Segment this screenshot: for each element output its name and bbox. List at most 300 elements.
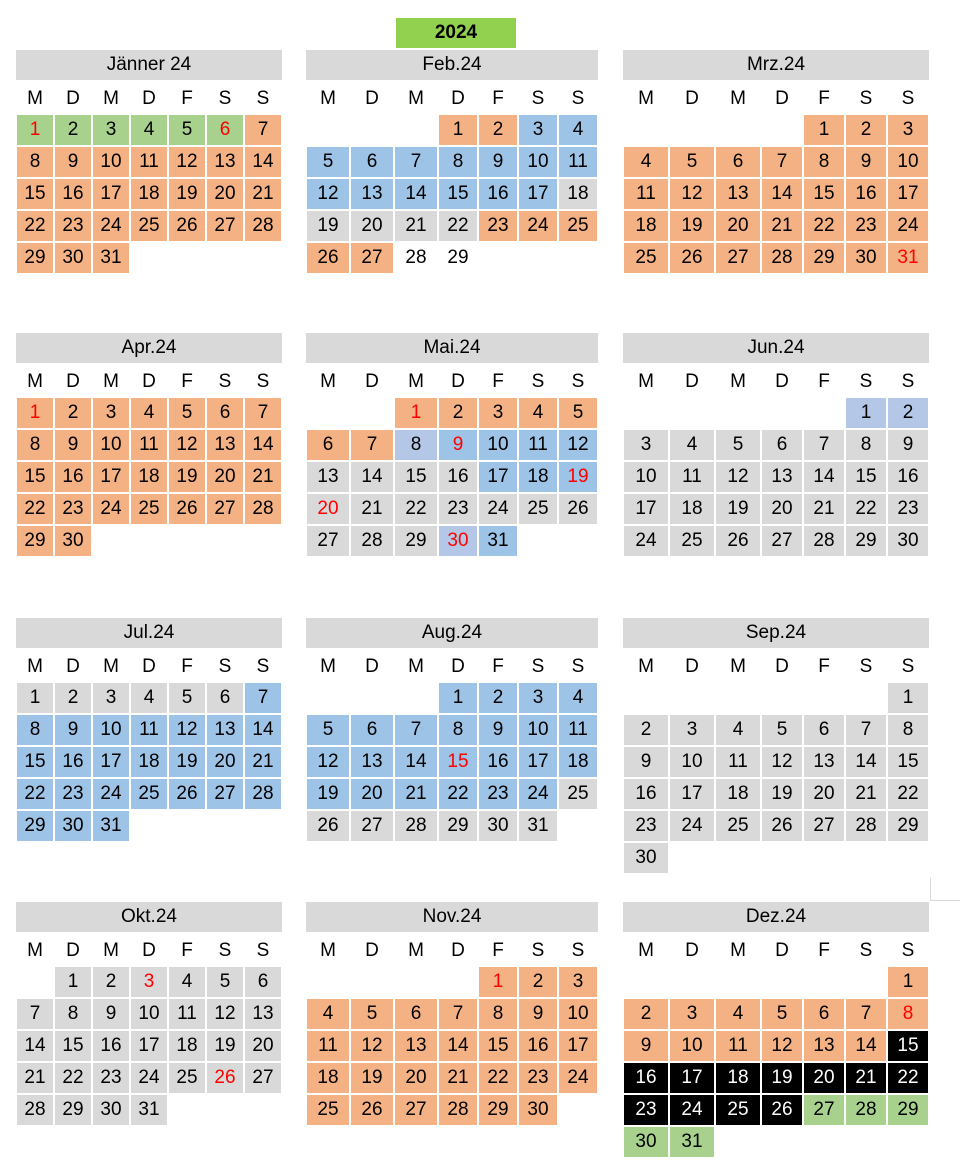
day-cell: 7 (845, 714, 887, 746)
weekday-header: D (775, 656, 789, 677)
day-cell: 9 (623, 746, 669, 778)
day-cell: 20 (350, 778, 394, 810)
weekday-header: F (181, 371, 193, 392)
day-cell: 29 (438, 810, 478, 842)
day-cell: 9 (845, 146, 887, 178)
weekday-header: S (901, 656, 915, 677)
day-cell: 28 (244, 778, 282, 810)
weekday-header: S (571, 371, 585, 392)
day-cell: 23 (54, 778, 92, 810)
day-cell: 25 (130, 493, 168, 525)
month-title: Mai.24 (306, 333, 598, 363)
day-cell: 19 (761, 1062, 803, 1094)
weekday-header: F (492, 656, 504, 677)
day-cell: 18 (669, 493, 715, 525)
day-cell: 11 (130, 429, 168, 461)
weekday-header: M (27, 656, 43, 677)
weekday-header: M (320, 940, 336, 961)
day-cell: 27 (206, 210, 244, 242)
weekday-header: D (365, 656, 379, 677)
day-cell: 31 (478, 525, 518, 557)
day-cell: 6 (761, 429, 803, 461)
day-cell: 4 (669, 429, 715, 461)
day-cell: 10 (92, 714, 130, 746)
day-cell: 23 (54, 210, 92, 242)
day-cell: 24 (518, 778, 558, 810)
weekday-header: S (256, 88, 270, 109)
day-cell: 26 (715, 525, 761, 557)
weekday-header: S (859, 371, 873, 392)
day-cell: 18 (518, 461, 558, 493)
day-cell: 20 (206, 178, 244, 210)
day-cell: 21 (244, 461, 282, 493)
day-cell: 26 (168, 778, 206, 810)
day-cell: 15 (438, 178, 478, 210)
day-cell: 21 (803, 493, 845, 525)
day-cell: 1 (887, 682, 929, 714)
day-cell: 9 (623, 1030, 669, 1062)
day-cell: 23 (92, 1062, 130, 1094)
day-cell: 4 (623, 146, 669, 178)
day-cell: 22 (887, 778, 929, 810)
day-cell: 31 (518, 810, 558, 842)
day-cell: 4 (715, 714, 761, 746)
day-cell: 17 (887, 178, 929, 210)
day-cell: 4 (558, 682, 598, 714)
weekday-header: D (142, 371, 156, 392)
day-cell: 26 (306, 242, 350, 274)
day-cell: 10 (518, 714, 558, 746)
day-cell: 30 (54, 242, 92, 274)
day-cell: 1 (16, 682, 54, 714)
day-cell: 25 (518, 493, 558, 525)
weekday-header: F (818, 371, 830, 392)
weekday-header: M (320, 88, 336, 109)
day-cell: 30 (623, 842, 669, 874)
day-cell: 10 (478, 429, 518, 461)
day-cell: 1 (16, 114, 54, 146)
weekday-header: M (103, 88, 119, 109)
day-cell: 1 (438, 682, 478, 714)
day-cell: 23 (623, 1094, 669, 1126)
weekday-header: D (685, 940, 699, 961)
day-cell: 23 (478, 210, 518, 242)
day-cell: 9 (438, 429, 478, 461)
day-cell: 18 (558, 746, 598, 778)
day-cell: 13 (715, 178, 761, 210)
day-cell: 7 (761, 146, 803, 178)
day-cell: 7 (394, 146, 438, 178)
month-title: Okt.24 (16, 902, 282, 932)
day-cell: 15 (54, 1030, 92, 1062)
day-cell: 20 (803, 1062, 845, 1094)
day-cell: 10 (669, 1030, 715, 1062)
weekday-header: S (531, 940, 545, 961)
day-cell: 11 (130, 146, 168, 178)
day-cell: 8 (16, 429, 54, 461)
day-cell: 15 (16, 178, 54, 210)
day-cell: 11 (715, 1030, 761, 1062)
day-cell: 29 (478, 1094, 518, 1126)
day-cell: 29 (16, 525, 54, 557)
weekday-header: M (103, 371, 119, 392)
day-cell: 1 (54, 966, 92, 998)
day-cell: 19 (558, 461, 598, 493)
day-cell: 2 (623, 714, 669, 746)
day-cell: 16 (478, 178, 518, 210)
day-cell: 21 (845, 778, 887, 810)
day-cell: 29 (16, 810, 54, 842)
day-cell: 28 (803, 525, 845, 557)
day-cell: 30 (92, 1094, 130, 1126)
weekday-header: D (685, 656, 699, 677)
day-cell: 7 (438, 998, 478, 1030)
day-cell: 25 (715, 1094, 761, 1126)
day-cell: 16 (92, 1030, 130, 1062)
day-cell: 22 (394, 493, 438, 525)
day-cell: 2 (887, 397, 929, 429)
day-cell: 7 (244, 114, 282, 146)
weekday-header: F (818, 940, 830, 961)
weekday-header: S (218, 656, 232, 677)
day-cell: 18 (558, 178, 598, 210)
day-cell: 10 (92, 429, 130, 461)
weekday-header: S (218, 940, 232, 961)
day-cell: 12 (761, 1030, 803, 1062)
month-title: Jun.24 (623, 333, 929, 363)
weekday-header: S (531, 88, 545, 109)
weekday-header: S (218, 88, 232, 109)
day-cell: 8 (887, 998, 929, 1030)
day-cell: 10 (518, 146, 558, 178)
weekday-header: D (775, 88, 789, 109)
day-cell: 16 (623, 778, 669, 810)
day-cell: 7 (803, 429, 845, 461)
day-cell: 28 (438, 1094, 478, 1126)
year-label: 2024 (396, 18, 516, 48)
day-cell: 6 (206, 114, 244, 146)
day-cell: 6 (715, 146, 761, 178)
day-cell: 17 (130, 1030, 168, 1062)
month-title: Aug.24 (306, 618, 598, 648)
day-cell: 21 (244, 746, 282, 778)
day-cell: 21 (394, 778, 438, 810)
day-cell: 24 (478, 493, 518, 525)
day-cell: 29 (803, 242, 845, 274)
day-cell: 14 (16, 1030, 54, 1062)
day-cell: 29 (887, 810, 929, 842)
day-cell: 17 (478, 461, 518, 493)
day-cell: 14 (803, 461, 845, 493)
day-cell: 29 (845, 525, 887, 557)
day-cell: 3 (558, 966, 598, 998)
day-cell: 28 (845, 1094, 887, 1126)
day-cell: 9 (518, 998, 558, 1030)
day-cell: 6 (350, 146, 394, 178)
day-cell: 1 (394, 397, 438, 429)
weekday-header: D (365, 88, 379, 109)
day-cell: 21 (845, 1062, 887, 1094)
day-cell: 11 (558, 146, 598, 178)
day-cell: 4 (306, 998, 350, 1030)
day-cell: 3 (92, 682, 130, 714)
day-cell: 24 (130, 1062, 168, 1094)
day-cell: 8 (887, 714, 929, 746)
day-cell: 3 (669, 714, 715, 746)
day-cell: 26 (350, 1094, 394, 1126)
day-cell: 19 (168, 461, 206, 493)
day-cell: 12 (350, 1030, 394, 1062)
month-title: Nov.24 (306, 902, 598, 932)
day-cell: 20 (306, 493, 350, 525)
weekday-header: M (408, 88, 424, 109)
day-cell: 22 (54, 1062, 92, 1094)
day-cell: 17 (518, 746, 558, 778)
day-cell: 27 (394, 1094, 438, 1126)
day-cell: 27 (350, 242, 394, 274)
weekday-header: D (142, 656, 156, 677)
day-cell: 5 (761, 998, 803, 1030)
day-cell: 15 (16, 461, 54, 493)
day-cell: 9 (478, 146, 518, 178)
day-cell: 25 (669, 525, 715, 557)
day-cell: 27 (803, 810, 845, 842)
day-cell: 19 (669, 210, 715, 242)
weekday-header: F (181, 656, 193, 677)
day-cell: 9 (478, 714, 518, 746)
weekday-header: M (638, 371, 654, 392)
weekday-header: D (685, 371, 699, 392)
day-cell: 12 (168, 429, 206, 461)
day-cell: 8 (54, 998, 92, 1030)
weekday-header: M (27, 371, 43, 392)
day-cell: 16 (54, 178, 92, 210)
weekday-header: D (142, 88, 156, 109)
day-cell: 18 (306, 1062, 350, 1094)
day-cell: 16 (518, 1030, 558, 1062)
day-cell: 14 (845, 1030, 887, 1062)
weekday-header: S (901, 940, 915, 961)
weekday-header: D (451, 371, 465, 392)
day-cell: 12 (669, 178, 715, 210)
day-cell: 6 (803, 714, 845, 746)
day-cell: 19 (761, 778, 803, 810)
day-cell: 2 (478, 114, 518, 146)
weekday-header: D (66, 656, 80, 677)
day-cell: 13 (761, 461, 803, 493)
day-cell: 15 (887, 746, 929, 778)
day-cell: 12 (306, 178, 350, 210)
weekday-header: F (818, 88, 830, 109)
day-cell: 1 (438, 114, 478, 146)
weekday-header: D (142, 940, 156, 961)
day-cell: 26 (168, 493, 206, 525)
month-title: Apr.24 (16, 333, 282, 363)
weekday-header: M (320, 656, 336, 677)
month-title: Dez.24 (623, 902, 929, 932)
day-cell: 14 (438, 1030, 478, 1062)
day-cell: 19 (168, 746, 206, 778)
weekday-header: F (181, 940, 193, 961)
day-cell: 14 (244, 146, 282, 178)
day-cell: 5 (558, 397, 598, 429)
day-cell: 12 (206, 998, 244, 1030)
day-cell: 25 (130, 210, 168, 242)
day-cell: 26 (669, 242, 715, 274)
day-cell: 15 (845, 461, 887, 493)
day-cell: 14 (845, 746, 887, 778)
day-cell: 18 (715, 778, 761, 810)
day-cell: 2 (518, 966, 558, 998)
day-cell: 9 (887, 429, 929, 461)
day-cell: 11 (715, 746, 761, 778)
day-cell: 7 (244, 682, 282, 714)
day-cell: 17 (92, 461, 130, 493)
day-cell: 12 (168, 146, 206, 178)
day-cell: 23 (478, 778, 518, 810)
day-cell: 28 (394, 810, 438, 842)
day-cell: 9 (54, 429, 92, 461)
weekday-header: D (451, 940, 465, 961)
day-cell: 7 (394, 714, 438, 746)
day-cell: 18 (715, 1062, 761, 1094)
day-cell: 25 (558, 210, 598, 242)
day-cell: 14 (394, 746, 438, 778)
day-cell: 16 (887, 461, 929, 493)
weekday-header: D (685, 88, 699, 109)
day-cell: 11 (623, 178, 669, 210)
day-cell: 17 (518, 178, 558, 210)
day-cell: 31 (669, 1126, 715, 1158)
day-cell: 15 (478, 1030, 518, 1062)
day-cell: 19 (306, 210, 350, 242)
day-cell: 8 (16, 714, 54, 746)
day-cell: 24 (887, 210, 929, 242)
weekday-header: S (859, 656, 873, 677)
weekday-header: D (451, 656, 465, 677)
day-cell: 17 (92, 178, 130, 210)
day-cell: 24 (518, 210, 558, 242)
day-cell: 12 (558, 429, 598, 461)
day-cell: 1 (887, 966, 929, 998)
day-cell: 27 (350, 810, 394, 842)
day-cell: 2 (845, 114, 887, 146)
day-cell: 9 (54, 146, 92, 178)
day-cell: 20 (244, 1030, 282, 1062)
day-cell: 4 (518, 397, 558, 429)
day-cell: 4 (715, 998, 761, 1030)
day-cell: 8 (803, 146, 845, 178)
day-cell: 20 (206, 746, 244, 778)
day-cell: 27 (803, 1094, 845, 1126)
day-cell: 4 (130, 114, 168, 146)
day-cell: 4 (130, 682, 168, 714)
day-cell: 31 (130, 1094, 168, 1126)
day-cell: 6 (244, 966, 282, 998)
day-cell: 26 (168, 210, 206, 242)
day-cell: 28 (244, 210, 282, 242)
day-cell: 3 (92, 114, 130, 146)
day-cell: 27 (206, 778, 244, 810)
day-cell: 24 (92, 210, 130, 242)
day-cell: 23 (518, 1062, 558, 1094)
day-cell: 17 (558, 1030, 598, 1062)
weekday-header: S (901, 371, 915, 392)
day-cell: 9 (92, 998, 130, 1030)
day-cell: 18 (168, 1030, 206, 1062)
day-cell: 26 (761, 810, 803, 842)
weekday-header: D (775, 940, 789, 961)
weekday-header: M (638, 656, 654, 677)
day-cell: 2 (54, 114, 92, 146)
day-cell: 27 (206, 493, 244, 525)
day-cell: 31 (887, 242, 929, 274)
day-cell: 22 (803, 210, 845, 242)
day-cell: 14 (244, 429, 282, 461)
day-cell: 3 (669, 998, 715, 1030)
month-title: Mrz.24 (623, 50, 929, 80)
day-cell: 2 (623, 998, 669, 1030)
day-cell: 15 (394, 461, 438, 493)
day-cell: 31 (92, 242, 130, 274)
day-cell: 3 (518, 114, 558, 146)
day-cell: 2 (92, 966, 130, 998)
day-cell: 9 (54, 714, 92, 746)
day-cell: 29 (54, 1094, 92, 1126)
day-cell: 11 (168, 998, 206, 1030)
day-cell: 18 (130, 746, 168, 778)
weekday-header: S (571, 88, 585, 109)
day-cell: 5 (206, 966, 244, 998)
day-cell: 5 (168, 114, 206, 146)
month-title: Jul.24 (16, 618, 282, 648)
day-cell: 17 (92, 746, 130, 778)
day-cell: 13 (206, 146, 244, 178)
day-cell: 6 (350, 714, 394, 746)
day-cell: 13 (350, 178, 394, 210)
month-title: Jänner 24 (16, 50, 282, 80)
day-cell: 24 (669, 1094, 715, 1126)
weekday-header: M (103, 656, 119, 677)
day-cell: 22 (887, 1062, 929, 1094)
day-cell: 11 (306, 1030, 350, 1062)
day-cell: 16 (438, 461, 478, 493)
sheet-gridline (930, 900, 960, 901)
day-cell: 30 (623, 1126, 669, 1158)
day-cell: 13 (206, 429, 244, 461)
day-cell: 5 (350, 998, 394, 1030)
day-cell: 15 (803, 178, 845, 210)
day-cell: 5 (306, 714, 350, 746)
day-cell: 23 (623, 810, 669, 842)
day-cell: 12 (715, 461, 761, 493)
day-cell: 16 (478, 746, 518, 778)
day-cell: 21 (16, 1062, 54, 1094)
day-cell: 27 (306, 525, 350, 557)
day-cell: 21 (761, 210, 803, 242)
day-cell: 8 (845, 429, 887, 461)
day-cell: 20 (803, 778, 845, 810)
day-cell: 5 (306, 146, 350, 178)
day-cell: 22 (438, 210, 478, 242)
day-cell: 30 (438, 525, 478, 557)
day-cell: 16 (845, 178, 887, 210)
day-cell: 4 (558, 114, 598, 146)
day-cell: 20 (715, 210, 761, 242)
weekday-header: M (638, 940, 654, 961)
day-cell: 14 (394, 178, 438, 210)
day-cell: 13 (803, 1030, 845, 1062)
